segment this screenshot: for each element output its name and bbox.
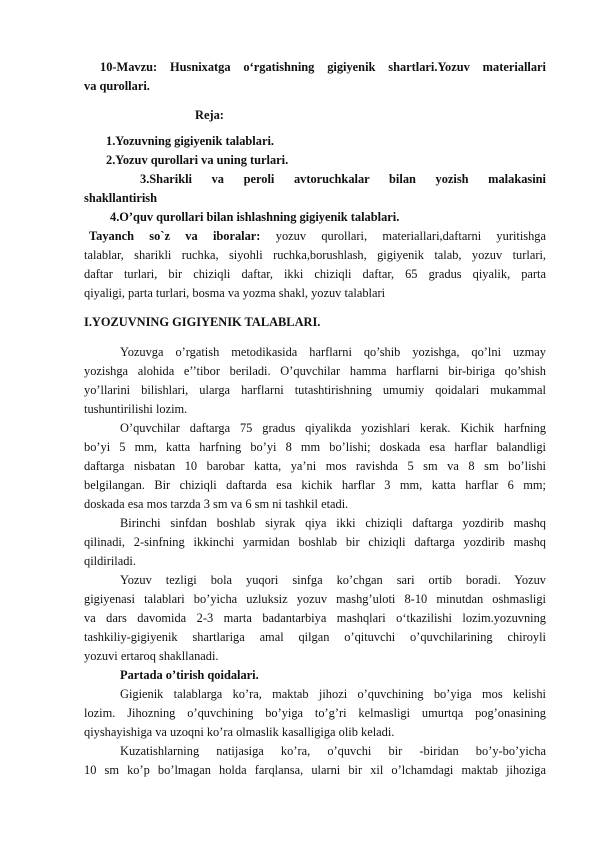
p5-line-3: qiyshayishiga va uzoqni ko’ra olmaslik kasalligiga olib keladi. [84,725,395,739]
p3-line-2: qilinadi, 2-sinfning ikkinchi yarmidan boshlab bir chiziqli daftarga yozdirib mashq [84,535,546,549]
p1-line-3: yo’llarini bilishlari, ularga harflarni tutashtirishning umumiy qoidalari mukammal [84,383,546,397]
p2-line-5: doskada esa mos tarzda 3 sm va 6 sm ni tashkil etadi. [84,497,349,511]
p5-line-2: lozim. Jihozning o’quvchining bo’yiga to’g’ri kelmasligi umurtqa pog’onasining [84,706,546,720]
plan-item-2: 2.Yozuv qurollari va uning turlari. [106,153,289,167]
p3-line-1: Birinchi sinfdan boshlab siyrak qiya ikki chiziqli daftarga yozdirib mashq [120,516,546,530]
plan-item-3-cont: shakllantirish [84,191,157,205]
p1-line-1: Yozuvga o’rgatish metodikasida harflarni qo’shib yozishga, qo’lni uzmay [120,345,546,359]
p2-line-3: daftarga nisbatan 10 barobar katta, ya’ni mos ravishda 5 sm va 8 sm bo’lishi [84,459,546,473]
p4-line-4: tashkiliy-gigiyenik shartlariga amal qilgan o’qituvchi o’quvchilarining chiroyli [84,630,546,644]
p4-line-5: yozuvi ertaroq shakllanadi. [84,649,219,663]
keywords-label: Tayanch so`z va iboralar: [89,229,261,243]
p5-line-1: Gigienik talablarga ko’ra, maktab jihozi o’quvchining bo’yiga mos kelishi [120,687,546,701]
p4-line-3: va dars davomida 2-3 marta badantarbiya mashqlari o‘tkazilishi lozim.yozuvning [84,611,546,625]
p4-line-1: Yozuv tezligi bola yuqori sinfga ko’chgan sari ortib boradi. Yozuv [120,573,546,587]
keywords-first: yozuv qurollari, materiallari,daftarni yuritishga [275,229,546,243]
plan-item-4: 4.O’quv qurollari bilan ishlashning gigiyenik talablari. [110,210,400,224]
subheading-partada: Partada o’tirish qoidalari. [120,668,259,682]
p6-line-1: Kuzatishlarning natijasiga ko’ra, o’quvchi bir -biridan bo’y-bo’yicha [120,744,546,758]
plan-heading: Reja: [195,108,224,122]
p2-line-1: O’quvchilar daftarga 75 gradus qiyalikda yozishlari kerak. Kichik harfning [120,421,546,435]
p6-line-2: 10 sm ko’p bo’lmagan holda farqlansa, ularni bir xil o’lchamdagi maktab jihoziga [84,763,546,777]
p3-line-3: qildiriladi. [84,554,136,568]
p4-line-2: gigiyenasi talablari bo’yicha uzluksiz yozuv mashg’uloti 8-10 minutdan oshmasligi [84,592,546,606]
p2-line-2: bo’yi 5 mm, katta harfning bo’yi 8 mm bo’lishi; doskada esa harflar balandligi [84,440,546,454]
keywords-line-3: daftar turlari, bir chiziqli daftar, ikki chiziqli daftar, 65 gradus qiyalik, parta [84,267,546,281]
keywords-line-4: qiyaligi, parta turlari, bosma va yozma shakl, yozuv talablari [84,286,386,300]
p1-line-4: tushuntirilishi lozim. [84,402,188,416]
plan-item-1: 1.Yozuvning gigiyenik talablari. [106,134,274,148]
p1-line-2: yozishga alohida e’’tibor beriladi. O’quvchilar hamma harflarni bir-biriga qo’shish [84,364,546,378]
p2-line-4: belgilangan. Bir chiziqli daftarda esa kichik harflar 3 mm, katta harflar 6 mm; [84,478,546,492]
keywords-line-1 [89,227,546,246]
title-line-2: va qurollari. [84,79,150,93]
title-line-1: 10-Mavzu: Husnixatga o‘rgatishning gigiyenik shartlari.Yozuv materiallari [100,60,546,74]
keywords-line-2: talablar, sharikli ruchka, siyohli ruchka,borushlash, gigiyenik talab, yozuv turlari, [84,248,546,262]
plan-item-3: 3.Sharikli va peroli avtoruchkalar bilan yozish malakasini [140,172,546,186]
section-heading: I.YOZUVNING GIGIYENIK TALABLARI. [84,315,321,329]
